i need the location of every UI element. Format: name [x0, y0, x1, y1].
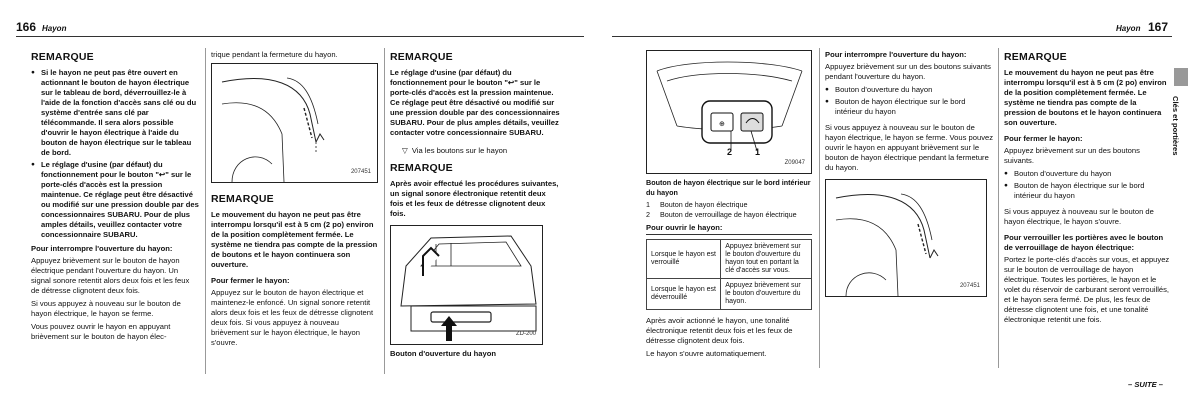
figure-label-1: 1 — [755, 147, 761, 157]
legend-item: 1 Bouton de hayon électrique — [646, 200, 748, 209]
liftgate-side-illustration — [826, 180, 986, 296]
remarque-title: REMARQUE — [390, 161, 453, 174]
close-heading: Pour fermer le hayon: — [211, 275, 290, 285]
left-header-rule — [16, 36, 584, 37]
paragraph: Appuyez brièvement sur un des boutons suivants pendant l'ouverture du hayon. — [825, 62, 991, 82]
list-item: ● Bouton de hayon électrique sur le bord intérieur du hayon — [1004, 181, 1170, 201]
car-rear-illustration — [391, 226, 542, 344]
left-col-divider-2 — [384, 48, 385, 374]
figure-code: 207451 — [959, 283, 980, 290]
continued-marker: – SUITE – — [1128, 380, 1164, 389]
side-tab-marker — [1174, 68, 1188, 86]
figure-legend — [646, 200, 812, 219]
figure-rear-door-button — [390, 225, 543, 345]
figure-code: Z09047 — [784, 160, 805, 167]
figure-label-2: 2 — [727, 147, 733, 157]
button-list — [1004, 169, 1170, 201]
button-list — [825, 85, 993, 117]
remarque-title: REMARQUE — [211, 193, 274, 206]
right-column-2 — [825, 50, 993, 297]
paragraph: Vous pouvez ouvrir le hayon en appuyant brièvement sur le bouton de hayon élec- — [31, 322, 171, 342]
table-cell: Lorsque le hayon est verrouillé — [647, 240, 721, 279]
right-col-divider-2 — [998, 48, 999, 368]
remarque-bullet: ● Le réglage d'usine (par défaut) du fonctionnement pour le bouton "↩" sur le porte-clés d'accès est la pression maintenue. Ce réglage peut être désactivé ou modifié sur une pression double par des concessionnaires SUBARU. Pour de plus amples détails, veuillez contacter votre concessionnaire SUBARU. — [31, 160, 199, 240]
figure-inner-liftgate-button — [646, 50, 812, 174]
right-column-1 — [646, 50, 812, 362]
interrupt-open-heading: Pour interrompre l'ouverture du hayon: — [31, 244, 173, 254]
figure-caption: Bouton d'ouverture du hayon — [390, 348, 497, 358]
remarque-title: REMARQUE — [31, 51, 94, 63]
list-item: ● Bouton de hayon électrique sur le bord intérieur du hayon — [825, 97, 993, 117]
paragraph: Si vous appuyez à nouveau sur le bouton de hayon électrique, le hayon se ferme. Vous pouvez ouvrir le hayon en appuyant brièvement sur le bouton de hayon électrique pendant la fermeture du hayon. — [825, 123, 994, 173]
remarque-bullet: ● Si le hayon ne peut pas être ouvert en actionnant le bouton de hayon électrique sur le tableau de bord, déverrouillez-le à l'aide de la fonction d'accès sans clé ou du système d'entrée sans clé par télécommande. Il sera alors possible d'ouvrir le hayon électrique à l'aide du bouton de hayon électrique sur le tableau de bord. — [31, 68, 199, 158]
close-heading: Pour fermer le hayon: — [1004, 133, 1083, 143]
paragraph: Appuyez brièvement sur un des boutons suivants. — [1004, 145, 1140, 165]
table-cell: Appuyez brièvement sur le bouton d'ouverture du hayon. — [721, 279, 812, 310]
left-page-section: Hayon — [42, 24, 67, 33]
table-row — [647, 240, 812, 279]
list-item: ● Bouton d'ouverture du hayon — [1004, 169, 1170, 179]
remarque-title: REMARQUE — [1004, 51, 1067, 63]
remarque-text: Le réglage d'usine (par défaut) du fonctionnement pour le bouton "↩" sur le porte-clés d'accès est la pression maintenue. Ce réglage peut être désactivé ou modifié sur une pression double par des concessionnaires SUBARU. Pour de plus amples détails, veuillez contacter votre concessionnaire SUBARU. — [390, 67, 560, 137]
paragraph: Portez le porte-clés d'accès sur vous, et appuyez sur le bouton de verrouillage de hayon électrique. Toutes les portières, le hayon et le volet du réservoir de carburant seront verrouillés, et le hayon sera fermé. De plus, les feux de détresse clignotent une fois, et une tonalité électronique retentit une fois. — [1004, 255, 1170, 325]
list-item: ● Bouton d'ouverture du hayon — [825, 85, 993, 95]
table-row — [647, 279, 812, 310]
left-column-2 — [211, 50, 378, 351]
paragraph: Le hayon s'ouvre automatiquement. — [646, 349, 767, 359]
figure-liftgate-closing — [211, 63, 378, 183]
paragraph: Après avoir actionné le hayon, une tonalité électronique retentit deux fois et les feux de détresse clignotent deux fois. — [646, 316, 793, 346]
remarque-title: REMARQUE — [390, 51, 453, 63]
legend-item: 2 Bouton de verrouillage de hayon électrique — [646, 209, 797, 219]
paragraph: Si vous appuyez à nouveau sur le bouton de hayon électrique, le hayon s'ouvre. — [1004, 207, 1154, 227]
left-column-3 — [390, 49, 560, 362]
paragraph: trique pendant la fermeture du hayon. — [211, 50, 338, 59]
interrupt-heading: Pour interrompre l'ouverture du hayon: — [825, 50, 967, 59]
remarque-list — [31, 68, 199, 240]
left-col-divider-1 — [205, 48, 206, 374]
figure-liftgate-closing — [825, 179, 987, 297]
table-cell: Lorsque le hayon est déverrouillé — [647, 279, 721, 310]
remarque-text: Après avoir effectué les procédures suivantes, un signal sonore électronique retentit deux fois et les feux de détresse clignotent deux fois. — [390, 178, 559, 218]
paragraph: Appuyez sur le bouton de hayon électrique et maintenez-le enfoncé. Un signal sonore retentit alors deux fois et les feux de détresse clignotent deux fois. Si vous appuyez à nouveau brièvement sur le hayon électrique, le hayon s'ouvre. — [211, 287, 374, 348]
figure-code: ZD-200 — [515, 331, 536, 337]
figure-code: 207451 — [350, 169, 371, 176]
svg-text:⊕: ⊕ — [719, 121, 725, 128]
right-column-3 — [1004, 49, 1170, 328]
open-heading: Pour ouvrir le hayon: — [646, 223, 812, 235]
open-liftgate-table — [646, 239, 812, 310]
right-col-divider-1 — [819, 48, 820, 368]
figure-caption: Bouton de hayon électrique sur le bord intérieur du hayon — [646, 178, 811, 197]
right-page-number: 167 — [1148, 20, 1169, 34]
table-cell: Appuyez brièvement sur le bouton d'ouverture du hayon tout en portant la clé d'accès sur vous. — [721, 240, 812, 279]
remarque-text: Le mouvement du hayon ne peut pas être interrompu lorsqu'il est à 5 cm (2 po) environ de la position complètement fermée. Le système ne tiendra pas compte de la pression de boutons et le hayon continuera son ouverture. — [1004, 67, 1167, 127]
remarque-text: Le mouvement du hayon ne peut pas être interrompu lorsqu'il est à 5 cm (2 po) environ de la position complètement fermée. Le système ne tiendra pas compte de la pression de boutons et le hayon continuera son ouverture. — [211, 209, 378, 269]
paragraph: Si vous appuyez à nouveau sur le bouton de hayon électrique, le hayon se ferme. — [31, 299, 181, 319]
left-column-1 — [31, 49, 199, 345]
lock-heading: Pour verrouiller les portières avec le bouton de verrouillage de hayon électrique: — [1004, 233, 1164, 253]
liftgate-side-illustration — [212, 64, 377, 182]
via-buttons-heading: ▽ Via les boutons sur le hayon — [402, 145, 508, 155]
triangle-down-icon: ▽ — [402, 145, 408, 155]
right-header-rule — [612, 36, 1172, 37]
side-tab-label: Clés et portières — [1171, 96, 1180, 156]
right-page-section: Hayon — [1116, 24, 1141, 33]
left-page-number: 166 — [16, 20, 37, 34]
paragraph: Appuyez brièvement sur le bouton de hayon électrique pendant l'ouverture du hayon. Un signal sonore retentit alors deux fois et les feux de détresse clignotent deux fois. — [31, 256, 190, 296]
